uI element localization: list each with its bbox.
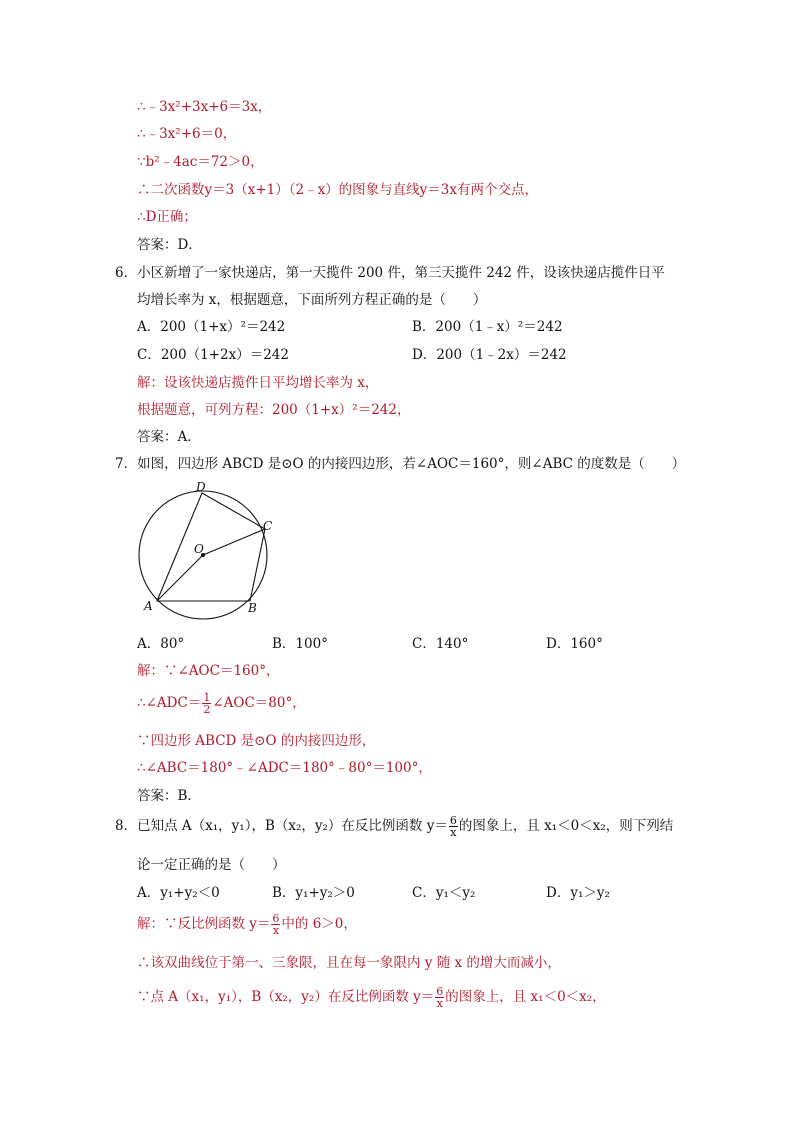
prev-solution-line-2: ∴﹣3x²+6＝0，	[137, 126, 237, 142]
q7-option-c: C．140°	[412, 636, 469, 652]
q8-sol3-post: 的图象上，且 x₁＜0＜x₂，	[445, 989, 606, 1005]
q7-solution-line-3: ∵四边形 ABCD 是⊙O 的内接四边形，	[137, 733, 376, 749]
q7-answer: 答案：B．	[137, 788, 201, 804]
segment-oc	[203, 529, 265, 555]
q6-solution-line-2: 根据题意，可列方程：200（1+x）²＝242，	[137, 402, 411, 418]
fraction-denominator: 2	[203, 703, 211, 716]
label-b: B	[248, 601, 257, 615]
q7-option-d: D．160°	[546, 636, 603, 652]
q6-option-c: C．200（1+2x）＝242	[137, 347, 289, 363]
q6-stem-line-2: 均增长率为 x，根据题意，下面所列方程正确的是（ ）	[137, 292, 487, 308]
label-c: C	[263, 519, 273, 533]
label-o: O	[194, 542, 204, 556]
label-a: A	[144, 599, 153, 613]
six-over-x-fraction	[271, 913, 280, 936]
half-fraction	[202, 692, 211, 715]
prev-solution-line-4: ∴二次函数y＝3（x+1）（2﹣x）的图象与直线y＝3x有两个交点，	[137, 182, 539, 198]
prev-answer: 答案：D．	[137, 237, 202, 253]
q7-sol2-pre: ∴∠ADC＝	[137, 695, 202, 711]
q7-option-b: B．100°	[272, 636, 328, 652]
q6-stem-line-1: 6．小区新增了一家快递店，第一天揽件 200 件，第三天揽件 242 件，设该快递店揽件日平	[115, 265, 665, 281]
fraction-denominator: x	[450, 826, 457, 839]
q8-solution-line-1	[137, 913, 357, 936]
fraction-numerator: 6	[436, 985, 444, 998]
prev-solution-line-1: ∴﹣3x²+3x+6＝3x，	[137, 99, 272, 115]
fraction-denominator: x	[272, 924, 280, 937]
fraction-numerator: 6	[449, 814, 457, 827]
q8-option-c: C．y₁＜y₂	[412, 885, 476, 901]
q6-option-d: D．200（1﹣2x）＝242	[412, 347, 567, 363]
q8-solution-line-2: ∴该双曲线位于第一、三象限，且在每一象限内 y 随 x 的增大而减小，	[137, 955, 561, 971]
segment-ao	[157, 555, 203, 601]
q7-circle-diagram	[133, 478, 283, 620]
q8-sol3-pre: ∵点 A（x₁，y₁），B（x₂，y₂）在反比例函数 y＝	[137, 989, 435, 1005]
prev-solution-line-5: ∴D正确；	[137, 209, 197, 225]
q8-option-a: A．y₁+y₂＜0	[137, 885, 220, 901]
six-over-x-fraction	[435, 986, 444, 1009]
q8-option-d: D．y₁＞y₂	[546, 885, 610, 901]
q8-sol1-post: 中的 6＞0，	[281, 916, 357, 932]
q7-solution-line-4: ∴∠ABC＝180°﹣∠ADC＝180°﹣80°＝100°，	[137, 760, 432, 776]
fraction-numerator: 1	[203, 691, 211, 704]
q8-solution-line-3	[137, 986, 606, 1009]
six-over-x-fraction	[449, 815, 458, 838]
q6-solution-line-1: 解：设该快递店揽件日平均增长率为 x，	[137, 375, 379, 391]
q7-solution-line-2	[137, 692, 306, 715]
q7-solution-line-1: 解：∵∠AOC＝160°，	[137, 663, 280, 679]
q7-sol2-post: ∠AOC＝80°，	[212, 695, 306, 711]
q8-stem-pre: 8．已知点 A（x₁，y₁），B（x₂，y₂）在反比例函数 y＝	[115, 818, 448, 834]
q7-circle-figure	[133, 478, 283, 620]
fraction-denominator: x	[436, 997, 443, 1010]
q6-option-a: A．200（1+x）²＝242	[137, 319, 286, 335]
q6-option-b: B．200（1﹣x）²＝242	[412, 319, 563, 335]
q8-sol1-pre: 解：∵反比例函数 y＝	[137, 916, 271, 932]
q8-stem-post: 的图象上，且 x₁＜0＜x₂，则下列结	[458, 818, 674, 834]
q8-stem-line-2: 论一定正确的是（ ）	[137, 857, 286, 873]
q8-stem-line-1	[115, 815, 673, 838]
q7-option-a: A．80°	[137, 636, 185, 652]
prev-solution-line-3: ∵b²﹣4ac＝72＞0，	[137, 154, 264, 170]
fraction-numerator: 6	[272, 912, 280, 925]
q7-stem: 7．如图，四边形 ABCD 是⊙O 的内接四边形，若∠AOC＝160°，则∠ABC 的度数是（ ）	[115, 456, 686, 472]
q8-option-b: B．y₁+y₂＞0	[272, 885, 355, 901]
label-d: D	[196, 480, 206, 494]
q6-answer: 答案：A．	[137, 429, 201, 445]
